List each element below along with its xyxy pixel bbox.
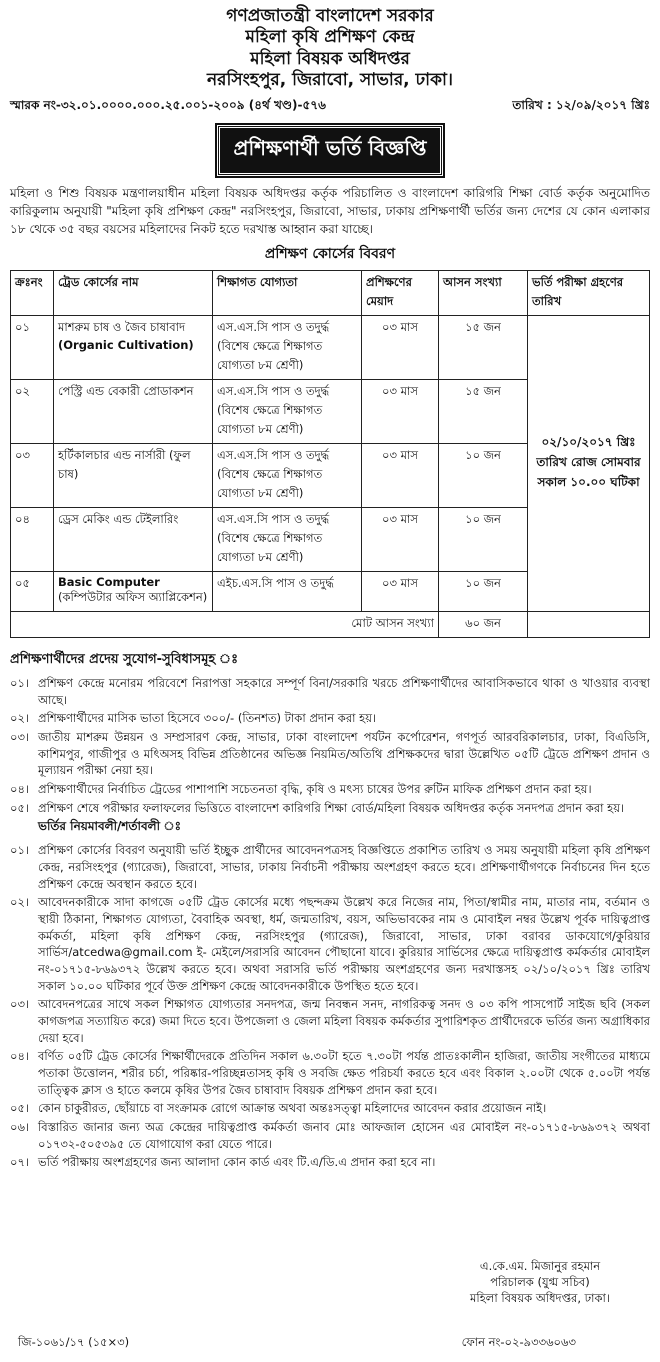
item-number: ০৫। — [10, 1101, 30, 1116]
row-course-name: পেস্ট্রি এন্ড বেকারী প্রোডাকশন — [54, 380, 213, 444]
row-course-name: ড্রেস মেকিং এন্ড টেইলারিং — [54, 508, 213, 572]
row-serial: ০১ — [11, 316, 54, 380]
rules-title: ভর্তির নিয়মাবলী/শর্তাবলী ঃ — [38, 819, 181, 834]
row-seats: ১৫ জন — [439, 380, 528, 444]
course-name-bn: মাশরুম চাষ ও জৈব চাষাবাদ — [58, 320, 186, 334]
course-name-en: Basic Computer — [58, 575, 160, 589]
item-text: আবেদনকারীকে সাদা কাগজে ০৫টি ট্রেড কোর্সের মধ্যে পছন্দক্রম উল্লেখ করে নিজের নাম, পিতা/স্বামীর নাম, মাতার নাম, বর্তমান ও স্থায়ী ঠিকানা, শিক্ষাগত যোগ্যতা, বৈবাহিক অবস্থা, ধর্ম, জন্মতারিখ, বয়স, অভিভাবকের নাম ও মোবাইল নম্বর উল্লেখ পূর্বক দায়িত্বপ্রাপ্ত কর্মকর্তা, মহিলা কৃষি প্রশিক্ষণ কেন্দ্র, নরসিংহপুর (গ্যারেজ), জিরাবো, সাভার, ঢাকা বরাবর ডাকযোগে/কুরিয়ার সার্ভিস/atcedwa@gmail.com ই- মেইলে/সরাসরি আবেদন পৌছানো যাবে। কুরিয়ার সার্ভিসের ক্ষেত্রে দায়িত্বপ্রাপ্ত কর্মকর্তার মোবাইল নং-০১৭১৫-৮৬৯৩৭২ উল্লেখ করতে হবে। অথবা সরাসরি ভর্তি পরীক্ষায় অংশগ্রহণের জন্য দরখাস্তসহ ০২/১০/২০১৭ খ্রিঃ তারিখ সকাল ১০.০০ ঘটিকার পূর্বে উক্ত প্রশিক্ষণ কেন্দ্রে আবেদনকারীকে উপস্থিত হতে হবে। — [38, 895, 650, 993]
header-line-1: গণপ্রজাতন্ত্রী বাংলাদেশ সরকার — [226, 6, 434, 26]
notice-banner: প্রশিক্ষণার্থী ভর্তি বিজ্ঞপ্তি — [217, 125, 444, 176]
footer-code: জি-১০৬১/১৭ (১৫×৩) — [18, 1335, 130, 1349]
row-qualification: এস.এস.সি পাস ও তদুর্দ্ধ (বিশেষ ক্ষেত্রে শিক্ষাগত যোগ্যতা ৮ম শ্রেণী) — [213, 444, 362, 508]
notice-page — [10, 0, 650, 1349]
header-seats: আসন সংখ্যা — [439, 271, 528, 316]
row-serial: ০২ — [11, 380, 54, 444]
total-row — [11, 612, 650, 638]
list-item — [10, 894, 650, 994]
row-duration: ০৩ মাস — [362, 380, 439, 444]
row-seats: ১০ জন — [439, 508, 528, 572]
item-number: ০১। — [10, 676, 30, 690]
item-text: কোন চাকুরীরত, ছোঁয়াচে বা সংক্রামক রোগে আক্রান্ত অথবা অন্তঃসত্ত্বা মহিলাদের আবেদন করার প্রয়োজন নাই। — [38, 1101, 547, 1116]
item-text: প্রশিক্ষণ কেন্দ্রে মনোরম পরিবেশে নিরাপত্তা সহকারে সম্পূর্ণ বিনা/সরকারি খরচে প্রশিক্ষণার্থীদের আবাসিকভাবে থাকা ও খাওয়ার ব্যবস্থা আছে। — [38, 676, 650, 707]
item-text: প্রশিক্ষণার্থীদের মাসিক ভাতা হিসেবে ৩০০/- (তিনশত) টাকা প্রদান করা হয়। — [38, 711, 377, 726]
list-item — [10, 781, 650, 798]
item-text: বিস্তারিত জানার জন্য অত্র কেন্দ্রের দায়িত্বপ্রাপ্ত কর্মকর্তা জনাব মোঃ আফজাল হোসেন এর মোবাইল নং-০১৭১৫-৮৬৯৩৭২ অথবা ০১৭৩২-৫০৫৩৯৫ তে যোগাযোগ করা যেতে পারে। — [38, 1120, 650, 1151]
item-text: প্রশিক্ষণার্থীদের নির্বাচিত ট্রেডের পাশাপাশি সচেতনতা বৃদ্ধি, কৃষি ও মৎস্য চাষের উপর রুটিন মাফিক প্রশিক্ষণ প্রদান করা হয়। — [38, 782, 592, 797]
course-name-en: (Organic Cultivation) — [58, 338, 194, 352]
row-seats: ১০ জন — [439, 444, 528, 508]
header-course-name: ট্রেড কোর্সের নাম — [54, 271, 213, 316]
list-item — [10, 1119, 650, 1152]
item-number: ০৩। — [10, 730, 30, 745]
header-line-4: নরসিংহপুর, জিরাবো, সাভার, ঢাকা। — [207, 69, 453, 90]
row-seats: ১০ জন — [439, 572, 528, 612]
total-label: মোট আসন সংখ্যা — [11, 612, 439, 638]
row-course-name — [54, 572, 213, 612]
header-line-3: মহিলা বিষয়ক অধিদপ্তর — [250, 48, 410, 69]
notice-date: তারিখ : ১২/০৯/২০১৭ খ্রিঃ — [512, 98, 650, 112]
header-line-2: মহিলা কৃষি প্রশিক্ষণ কেন্দ্র — [245, 27, 415, 48]
signature-block — [470, 1258, 610, 1306]
header-qualification: শিক্ষাগত যোগ্যতা — [213, 271, 362, 316]
list-item — [10, 1154, 650, 1171]
item-number: ০১। — [10, 843, 30, 858]
item-number: ০২। — [10, 895, 30, 910]
row-duration: ০৩ মাস — [362, 316, 439, 380]
reference-row — [10, 97, 650, 117]
item-text: ভর্তি পরীক্ষায় অংশগ্রহণের জন্য আলাদা কোন কার্ড এবং টি.এ/ডি.এ প্রদান করা হবে না। — [38, 1155, 436, 1170]
list-item — [10, 1100, 650, 1117]
item-text: বর্ণিত ০৫টি ট্রেড কোর্সের শিক্ষার্থীদেরকে প্রতিদিন সকাল ৬.৩০টা হতে ৭.৩০টা পর্যন্ত প্রাতঃকালীন হাজিরা, জাতীয় সংগীতের মাধ্যমে পতাকা উত্তোলন, শরীর চর্চা, পরিষ্কার-পরিচ্ছন্নতাসহ কৃষি ও সবজি ক্ষেত পরিচর্যা করতে হবে এবং বিকাল ২.০০টা থেকে ৫.০০টা পর্যন্ত তাত্ত্বিক ক্লাস ও হাতে কলমে কৃষির উপর জৈব চাষাবাদ বিষয়ক প্রশিক্ষণ প্রদান করা হবে। — [38, 1049, 650, 1097]
table-row — [11, 316, 650, 380]
course-section-title: প্রশিক্ষণ কোর্সের বিবরণ — [264, 246, 396, 262]
exam-date-cell: ০২/১০/২০১৭ খ্রিঃ তারিখ রোজ সোমবার সকাল ১০.০০ ঘটিকা — [528, 316, 650, 612]
rules-list — [10, 842, 650, 1171]
item-number: ০৪। — [10, 782, 30, 797]
item-number: ০৬। — [10, 1120, 30, 1135]
footer-phone: ফোন নং-০২-৯৩৩৬০৬৩ — [461, 1335, 576, 1349]
memo-number: স্মারক নং-৩২.০১.০০০০.০০০.২৫.০০১-২০০৯ (৪র্থ খণ্ড)-৫৭৬ — [10, 98, 326, 112]
course-table — [10, 270, 650, 638]
row-serial: ০৪ — [11, 508, 54, 572]
list-item — [10, 675, 650, 708]
item-text: প্রশিক্ষণ শেষে পরীক্ষার ফলাফলের ভিত্তিতে বাংলাদেশ কারিগরি শিক্ষা বোর্ড/মহিলা বিষয়ক অধিদপ্তর কর্তৃক সনদপত্র প্রদান করা হয়। — [38, 800, 625, 815]
row-qualification: এইচ.এস.সি পাস ও তদুর্দ্ধ — [213, 572, 362, 612]
row-duration: ০৩ মাস — [362, 508, 439, 572]
row-serial: ০৫ — [11, 572, 54, 612]
list-item — [10, 729, 650, 779]
header — [10, 6, 650, 91]
item-number: ০৪। — [10, 1049, 30, 1064]
course-name-bn: (কম্পিউটার অফিস অ্যাপ্লিকেশন) — [58, 590, 208, 604]
course-table-header — [11, 271, 650, 316]
item-text: জাতীয় মাশরুম উন্নয়ন ও সম্প্রসারণ কেন্দ্র, সাভার, ঢাকা বাংলাদেশ পর্যটন কর্পোরেশন, গণপূর্ত আরবরিকালচার, ঢাকা, বিএডিসি, কাশিমপুর, গাজীপুর ও মৎিঅসহ বিভিন্ন প্রতিষ্ঠানের অভিজ্ঞ নিয়মিত/অতিথি প্রশিক্ষকদের দ্বারা উল্লেখিত ০৫টি ট্রেডে প্রশিক্ষণ প্রদান ও মূল্যায়ন পরীক্ষা নেয়া হয়। — [38, 730, 650, 778]
row-seats: ১৫ জন — [439, 316, 528, 380]
row-qualification: এস.এস.সি পাস ও তদুর্দ্ধ (বিশেষ ক্ষেত্রে শিক্ষাগত যোগ্যতা ৮ম শ্রেণী) — [213, 316, 362, 380]
list-item — [10, 1048, 650, 1098]
row-duration: ০৩ মাস — [362, 572, 439, 612]
row-duration: ০৩ মাস — [362, 444, 439, 508]
header-exam-date: ভর্তি পরীক্ষা গ্রহণের তারিখ — [528, 271, 650, 316]
list-item — [10, 842, 650, 892]
item-text: আবেদনপত্রের সাথে সকল শিক্ষাগত যোগ্যতার সনদপত্র, জন্ম নিবন্ধন সনদ, নাগরিকত্ব সনদ ও ০৩ কপি পাসপোর্ট সাইজ ছবি (সকল কাগজপত্র সত্যায়িত করে) জমা দিতে হবে। উপজেলা ও জেলা মহিলা বিষয়ক কর্মকর্তার সুপারিশকৃত প্রার্থীদেরকে ভর্তির জন্য অগ্রাধিকার দেয়া হবে। — [38, 997, 650, 1045]
item-number: ০২। — [10, 711, 30, 726]
list-item — [10, 996, 650, 1046]
row-qualification: এস.এস.সি পাস ও তদুর্দ্ধ (বিশেষ ক্ষেত্রে শিক্ষাগত যোগ্যতা ৮ম শ্রেণী) — [213, 508, 362, 572]
item-text: প্রশিক্ষণ কোর্সের বিবরণ অনুযায়ী ভর্তি ইচ্ছুক প্রার্থীদের আবেদনপত্রসহ বিজ্ঞপ্তিতে প্রকাশিত তারিখ ও সময় অনুযায়ী মহিলা কৃষি প্রশিক্ষণ কেন্দ্র, নরসিংহপুর (গ্যারেজ), জিরাবো, সাভার, ঢাকায় নির্বাচনী পরীক্ষায় অংশগ্রহণ করতে হবে। প্রশিক্ষণার্থীগণকে নির্বাচনের দিন হতে প্রশিক্ষণ কেন্দ্রে অবস্থান করতে হবে। — [38, 843, 650, 891]
row-qualification: এস.এস.সি পাস ও তদুর্দ্ধ (বিশেষ ক্ষেত্রে শিক্ষাগত যোগ্যতা ৮ম শ্রেণী) — [213, 380, 362, 444]
facilities-title: প্রশিক্ষণার্থীদের প্রদেয় সুযোগ-সুবিধাসমূহ ঃ — [10, 652, 239, 667]
item-number: ০৭। — [10, 1155, 30, 1170]
banner-wrap — [10, 125, 650, 176]
row-course-name — [54, 316, 213, 380]
total-value: ৬০ জন — [439, 612, 528, 638]
header-duration: প্রশিক্ষণের মেয়াদ — [362, 271, 439, 316]
total-empty — [528, 612, 650, 638]
row-course-name: হর্টিকালচার এন্ড নার্সারী (ফুল চাষ) — [54, 444, 213, 508]
signatory-name: এ.কে.এম. মিজানুর রহমান — [479, 1259, 601, 1273]
item-number: ০৫। — [10, 800, 30, 815]
signatory-office: মহিলা বিষয়ক অধিদপ্তর, ঢাকা। — [470, 1291, 610, 1306]
facilities-list — [10, 675, 650, 816]
signatory-title: পরিচালক (যুগ্ম সচিব) — [490, 1275, 590, 1290]
intro-paragraph: মহিলা ও শিশু বিষয়ক মন্ত্রণালয়াধীন মহিলা বিষয়ক অধিদপ্তর কর্তৃক পরিচালিত ও বাংলাদেশ কারিগরি শিক্ষা বোর্ড কর্তৃক অনুমোদিত কারিকুলাম অনুযায়ী "মহিলা কৃষি প্রশিক্ষণ কেন্দ্র" নরসিংহপুর, জিরাবো, সাভার, ঢাকায় প্রশিক্ষণার্থী ভর্তির জন্য দেশের যে কোন এলাকার ১৮ থেকে ৩৫ বছর বয়সের মহিলাদের নিকট হতে দরখাস্ত আহ্বান করা যাচ্ছে। — [10, 186, 650, 236]
list-item — [10, 710, 650, 727]
header-serial: ক্রঃনং — [11, 271, 54, 316]
list-item — [10, 800, 650, 817]
item-number: ০৩। — [10, 997, 30, 1012]
row-serial: ০৩ — [11, 444, 54, 508]
